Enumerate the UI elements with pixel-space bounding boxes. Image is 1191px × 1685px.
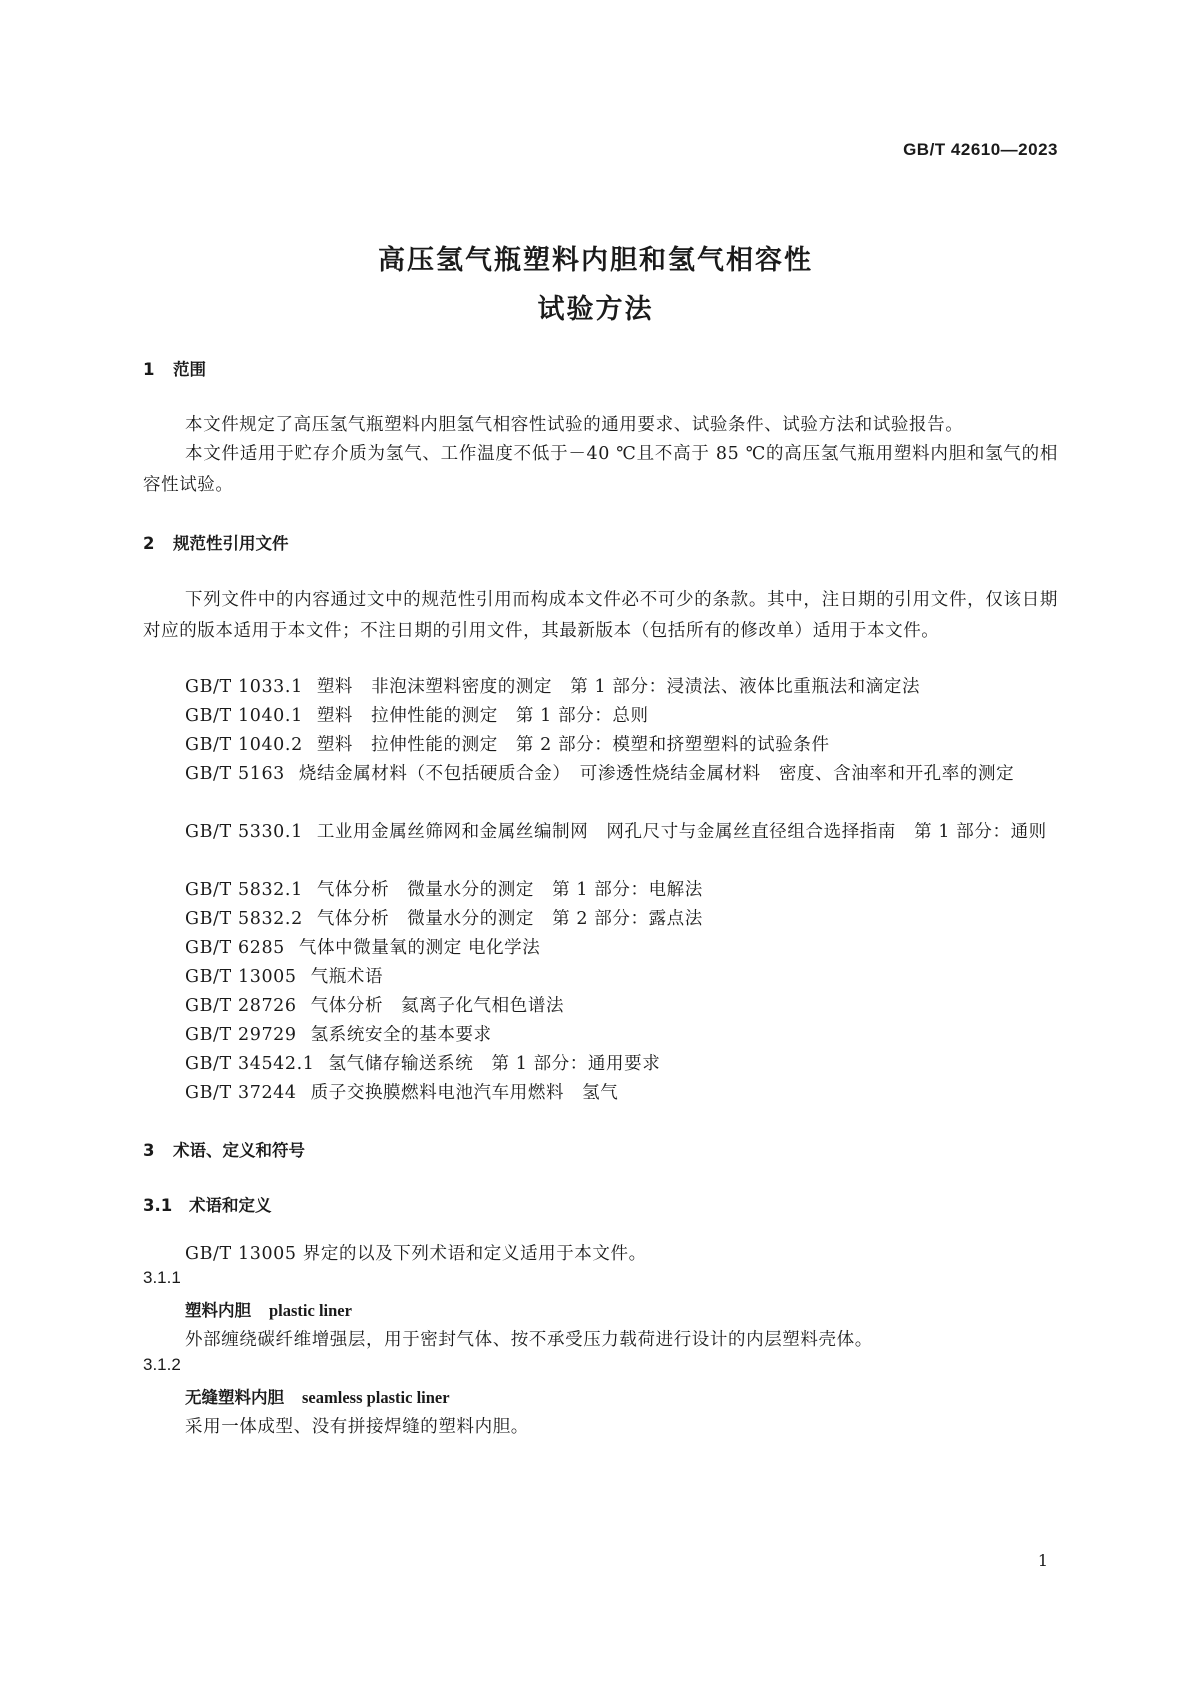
- section-3-heading: [143, 1137, 305, 1161]
- section-1-heading: [143, 356, 206, 380]
- section-number: 2: [143, 534, 155, 553]
- reference-item: GB/T 5832.2 气体分析 微量水分的测定 第 2 部分：露点法: [185, 909, 703, 929]
- section-title: 规范性引用文件: [173, 534, 289, 553]
- reference-item: GB/T 13005 气瓶术语: [185, 967, 384, 987]
- section-1-para-1: 本文件规定了高压氢气瓶塑料内胆氢气相容性试验的通用要求、试验条件、试验方法和试验报告。: [185, 415, 964, 435]
- section-title: 范围: [173, 360, 206, 379]
- reference-item: GB/T 34542.1 氢气储存输送系统 第 1 部分：通用要求: [185, 1054, 661, 1074]
- reference-item: GB/T 29729 氢系统安全的基本要求: [185, 1025, 492, 1045]
- term-definition: 外部缠绕碳纤维增强层，用于密封气体、按不承受压力载荷进行设计的内层塑料壳体。: [185, 1330, 873, 1350]
- subsection-3-1-intro: GB/T 13005 界定的以及下列术语和定义适用于本文件。: [185, 1244, 647, 1264]
- term-name: 无缝塑料内胆 seamless plastic liner: [185, 1388, 450, 1407]
- section-number: 1: [143, 360, 155, 379]
- page-number: 1: [1037, 1551, 1048, 1570]
- reference-item: GB/T 28726 气体分析 氦离子化气相色谱法: [185, 996, 565, 1016]
- term-definition: 采用一体成型、没有拼接焊缝的塑料内胆。: [185, 1417, 529, 1437]
- reference-item: GB/T 1040.1 塑料 拉伸性能的测定 第 1 部分：总则: [185, 706, 649, 726]
- reference-item: GB/T 5832.1 气体分析 微量水分的测定 第 1 部分：电解法: [185, 880, 703, 900]
- section-title: 术语、定义和符号: [173, 1141, 305, 1160]
- reference-item: GB/T 5330.1 工业用金属丝筛网和金属丝编制网 网孔尺寸与金属丝直径组合选择指南 第 1 部分：通则: [185, 822, 1047, 842]
- term-number: 3.1.1: [143, 1268, 181, 1287]
- section-2-heading: [143, 530, 289, 554]
- reference-item: GB/T 37244 质子交换膜燃料电池汽车用燃料 氢气: [185, 1083, 619, 1103]
- section-2-intro: 下列文件中的内容通过文中的规范性引用而构成本文件必不可少的条款。其中，注日期的引用文件，仅该日期对应的版本适用于本文件；不注日期的引用文件，其最新版本（包括所有的修改单）适用于本文件。: [143, 590, 1058, 641]
- section-number: 3: [143, 1141, 155, 1160]
- subsection-title: 术语和定义: [189, 1196, 272, 1215]
- document-title: [0, 236, 1191, 334]
- reference-item: GB/T 1040.2 塑料 拉伸性能的测定 第 2 部分：模塑和挤塑塑料的试验条件: [185, 735, 830, 755]
- title-line-2: 试验方法: [537, 294, 654, 325]
- term-number: 3.1.2: [143, 1355, 181, 1374]
- section-1-para-2: 本文件适用于贮存介质为氢气、工作温度不低于－40 ℃且不高于 85 ℃的高压氢气瓶用塑料内胆和氢气的相容性试验。: [143, 444, 1058, 495]
- subsection-number: 3.1: [143, 1196, 173, 1215]
- reference-item: GB/T 6285 气体中微量氧的测定 电化学法: [185, 938, 541, 958]
- reference-item: GB/T 1033.1 塑料 非泡沫塑料密度的测定 第 1 部分：浸渍法、液体比重瓶法和滴定法: [185, 677, 921, 697]
- subsection-3-1-heading: [143, 1192, 272, 1216]
- title-line-1: 高压氢气瓶塑料内胆和氢气相容性: [378, 245, 813, 276]
- standard-code: GB/T 42610—2023: [903, 140, 1058, 159]
- reference-item: GB/T 5163 烧结金属材料（不包括硬质合金） 可渗透性烧结金属材料 密度、含油率和开孔率的测定: [185, 764, 1015, 784]
- term-name: 塑料内胆 plastic liner: [185, 1301, 352, 1320]
